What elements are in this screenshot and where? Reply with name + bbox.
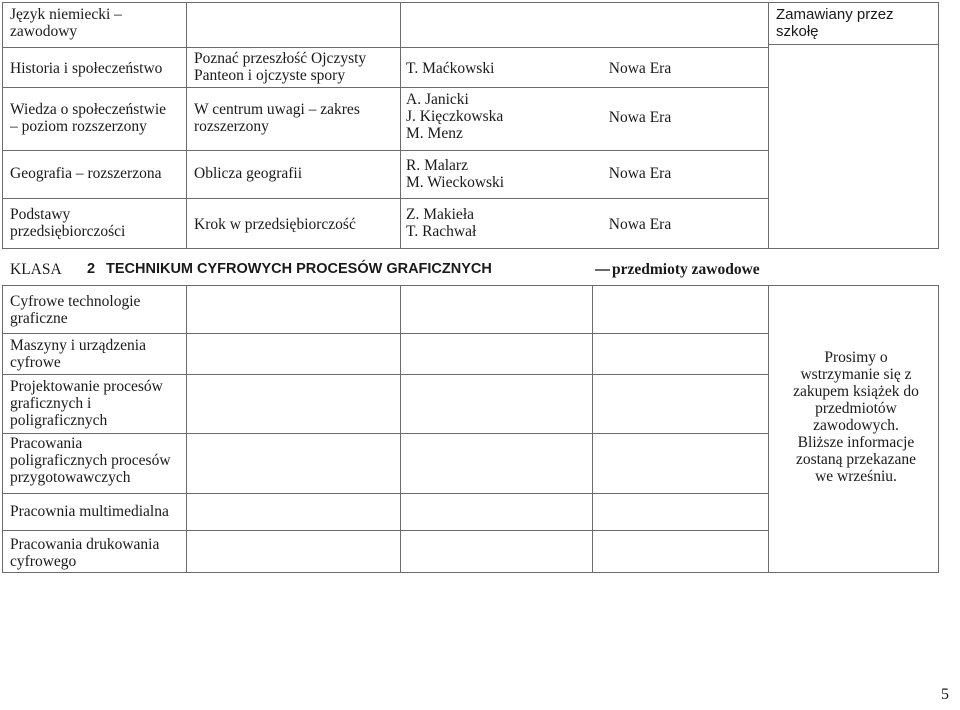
bottom-table-rule-1 — [2, 333, 769, 334]
vocational-subject-6: Pracowania drukowania cyfrowego — [10, 536, 160, 570]
top-row-2-authors: T. Maćkowski — [406, 60, 495, 77]
top-row-4-subject: Geografia – rozszerzona — [10, 165, 162, 182]
subjects-label: przedmioty zawodowe — [612, 261, 760, 278]
top-table-border-col2 — [400, 2, 401, 248]
vocational-subject-3: Projektowanie procesów graficznych i poligraficznych — [10, 378, 163, 429]
bottom-table-rule-2 — [2, 374, 769, 375]
top-table-rule-1b — [768, 44, 939, 45]
top-row-5-publisher: Nowa Era — [608, 216, 672, 233]
top-table-border-right — [938, 2, 939, 248]
school-name: TECHNIKUM CYFROWYCH PROCESÓW GRAFICZNYCH — [106, 261, 492, 277]
top-row-1-note: Zamawiany przez szkołę — [776, 6, 894, 40]
class-number: 2 — [87, 261, 96, 277]
top-row-3-publisher: Nowa Era — [608, 109, 672, 126]
top-row-1-subject: Język niemiecki – zawodowy — [10, 6, 122, 40]
top-row-2-subject: Historia i społeczeństwo — [10, 60, 163, 77]
top-table-border-col1 — [186, 2, 187, 248]
vocational-subject-5: Pracownia multimedialna — [10, 503, 169, 520]
top-row-2-publisher: Nowa Era — [608, 60, 672, 77]
top-row-5-title: Krok w przedsiębiorczość — [194, 216, 356, 233]
subjects-label-line — [594, 261, 612, 282]
top-table-rule-1 — [2, 47, 769, 48]
klasa-label: KLASA — [10, 261, 62, 278]
top-row-4-publisher: Nowa Era — [608, 165, 672, 182]
purchase-notice: Prosimy o wstrzymanie się z zakupem książek do przedmiotów zawodowych. Bliższe informacje zostaną przekazane we wrześniu. — [793, 349, 919, 485]
top-table-rule-top — [2, 2, 939, 3]
bottom-table-rule-top — [2, 285, 939, 286]
top-table-rule-4 — [2, 198, 769, 199]
top-row-5-authors: Z. Makieła T. Rachwał — [406, 206, 477, 240]
top-row-4-title: Oblicza geografii — [194, 165, 303, 182]
bottom-table-rule-4 — [2, 493, 769, 494]
top-table-rule-3 — [2, 150, 769, 151]
top-table-rule-bottom — [2, 248, 939, 249]
top-table-border-left — [2, 2, 3, 248]
vocational-subject-4: Pracowania poligraficznych procesów przygotowawczych — [10, 435, 171, 486]
page-number: 5 — [941, 686, 949, 703]
bottom-table-rule-3 — [2, 433, 769, 434]
top-row-4-authors: R. Malarz M. Wieckowski — [406, 157, 505, 191]
vocational-subject-2: Maszyny i urządzenia cyfrowe — [10, 337, 146, 371]
top-row-2-title: Poznać przeszłość Ojczysty Panteon i ojczyste spory — [194, 50, 367, 84]
top-row-3-authors: A. Janicki J. Kięczkowska M. Menz — [406, 91, 504, 142]
top-table-rule-2 — [2, 87, 769, 88]
bottom-table-rule-5 — [2, 530, 769, 531]
bottom-table-border-right — [938, 285, 939, 573]
top-row-3-subject: Wiedza o społeczeństwie – poziom rozszerzony — [10, 101, 167, 135]
top-row-5-subject: Podstawy przedsiębiorczości — [10, 206, 126, 240]
top-row-3-title: W centrum uwagi – zakres rozszerzony — [194, 101, 360, 135]
vocational-subject-1: Cyfrowe technologie graficzne — [10, 293, 141, 327]
top-table-border-col3 — [768, 2, 769, 248]
bottom-table-rule-bottom — [2, 572, 939, 573]
dash-icon — [594, 261, 612, 278]
